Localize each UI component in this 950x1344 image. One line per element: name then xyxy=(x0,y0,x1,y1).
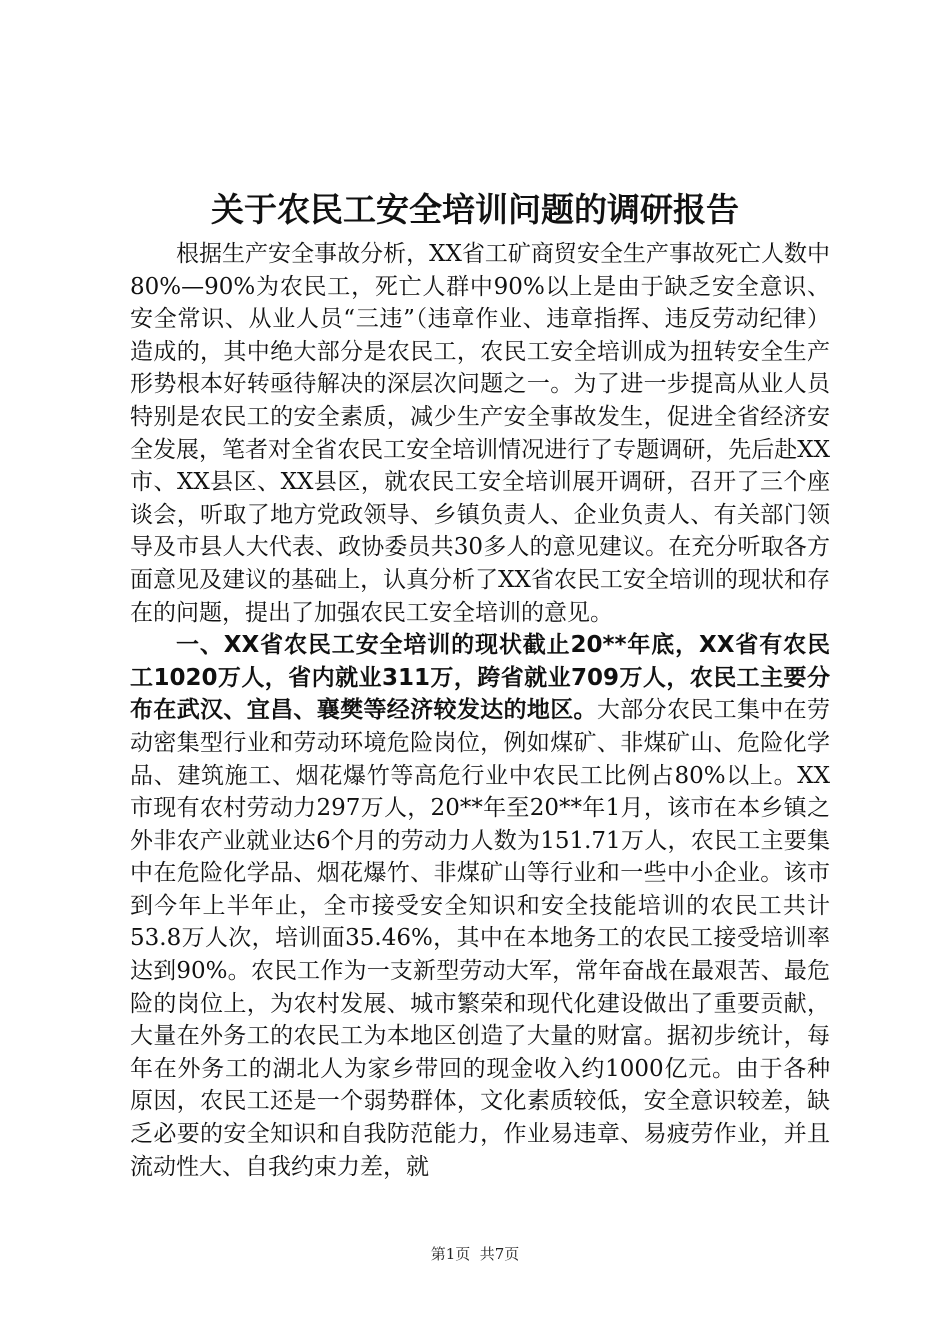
section-heading: 一、XX省农民工安全培训的现状截止20**年底，XX省有农民工1020万人，省内就业311万，跨省就业709万人，农民工主要分布在武汉、宜昌、襄樊等经济较发达的地区。 xyxy=(130,632,830,724)
paragraph-intro: 根据生产安全事故分析，XX省工矿商贸安全生产事故死亡人数中80%—90%为农民工，死亡人群中90%以上是由于缺乏安全意识、安全常识、从业人员“三违”（违章作业、违章指挥、违反劳动纪律）造成的，其中绝大部分是农民工，农民工安全培训成为扭转安全生产形势根本好转亟待解决的深层次问题之一。为了进一步提高从业人员特别是农民工的安全素质，减少生产安全事故发生，促进全省经济安全发展，笔者对全省农民工安全培训情况进行了专题调研，先后赴XX市、XX县区、XX县区，就农民工安全培训展开调研，召开了三个座谈会，听取了地方党政领导、乡镇负责人、企业负责人、有关部门领导及市县人大代表、政协委员共30多人的意见建议。在充分听取各方面意见及建议的基础上，认真分析了XX省农民工安全培训的现状和存在的问题，提出了加强农民工安全培训的意见。 xyxy=(130,241,830,626)
page-footer xyxy=(0,1244,950,1264)
section-text: 大部分农民工集中在劳动密集型行业和劳动环境危险岗位，例如煤矿、非煤矿山、危险化学品、建筑施工、烟花爆竹等高危行业中农民工比例占80%以上。XX市现有农村劳动力297万人，20**年至20**年1月，该市在本乡镇之外非农产业就业达6个月的劳动力人数为151.71万人，农民工主要集中在危险化学品、烟花爆竹、非煤矿山等行业和一些中小企业。该市到今年上半年止，全市接受安全知识和安全技能培训的农民工共计53.8万人次，培训面35.46%，其中在本地务工的农民工接受培训率达到90%。农民工作为一支新型劳动大军，常年奋战在最艰苦、最危险的岗位上，为农村发展、城市繁荣和现代化建设做出了重要贡献，大量在外务工的农民工为本地区创造了大量的财富。据初步统计，每年在外务工的湖北人为家乡带回的现金收入约1000亿元。由于各种原因，农民工还是一个弱势群体，文化素质较低，安全意识较差，缺乏必要的安全知识和自我防范能力，作业易违章、易疲劳作业，并且流动性大、自我约束力差，就 xyxy=(130,697,831,1180)
document-body xyxy=(130,238,830,1183)
document-title: 关于农民工安全培训问题的调研报告 xyxy=(211,190,739,229)
paragraph-section-1 xyxy=(130,629,830,1183)
page-number: 第1页 共7页 xyxy=(430,1245,520,1263)
